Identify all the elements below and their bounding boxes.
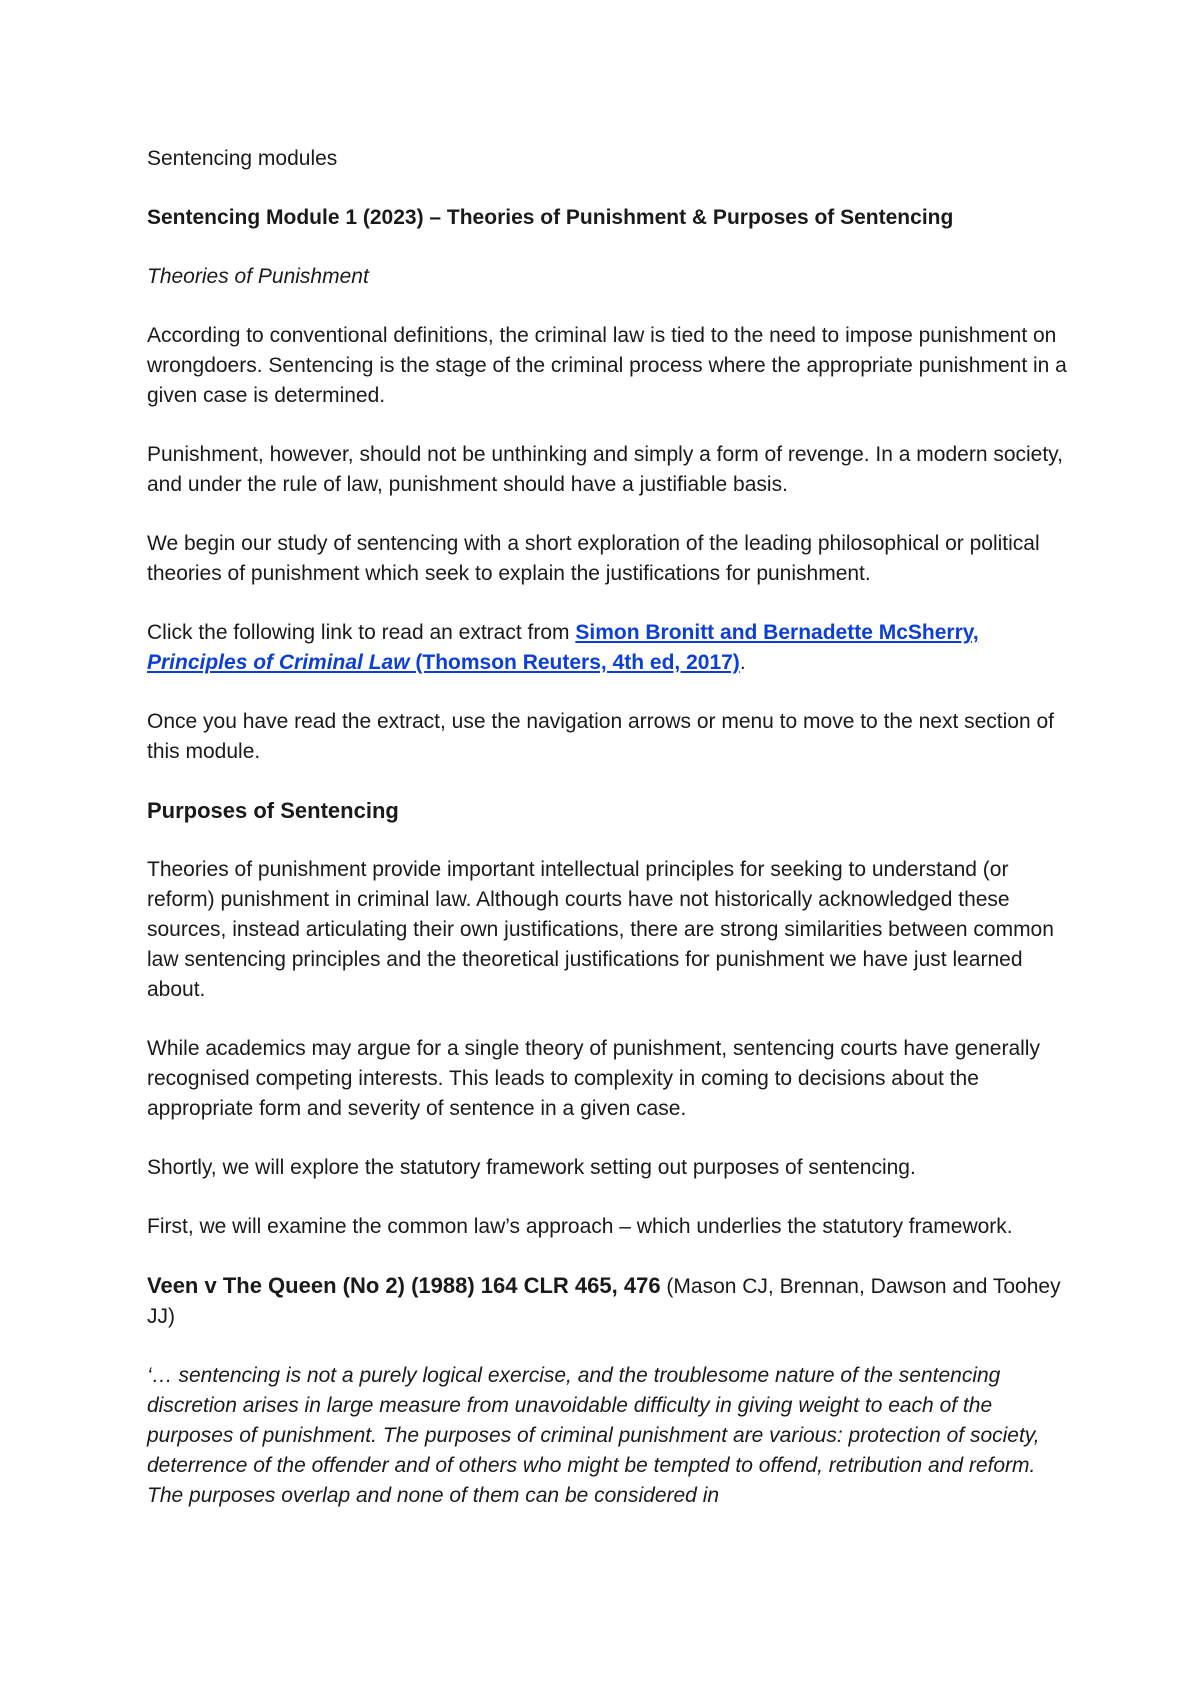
- paragraph-theories: Theories of punishment provide important intellectual principles for seeking to understand (or reform) punishment in criminal law. Although courts have not historically acknowledged these sources, instead articulating their own justifications, there are strong similarities between common law sentencing principles and the theoretical justifications for punishment we have just learned about.: [147, 858, 1054, 1001]
- module-heading: Sentencing Module 1 (2023) – Theories of Punishment & Purposes of Sentencing: [147, 206, 954, 229]
- paragraph-common-law: First, we will examine the common law’s approach – which underlies the statutory framework.: [147, 1215, 1013, 1238]
- case-citation: [147, 1271, 1077, 1332]
- link-publisher: (Thomson Reuters, 4th ed, 2017): [409, 651, 740, 674]
- link-suffix: .: [739, 651, 746, 674]
- paragraph-academics: While academics may argue for a single theory of punishment, sentencing courts have generally recognised competing interests. This leads to complexity in coming to decisions about the appropriate form and severity of sentence in a given case.: [147, 1037, 1040, 1120]
- theories-subheading: Theories of Punishment: [147, 265, 369, 288]
- paragraph-revenge: Punishment, however, should not be unthinking and simply a form of revenge. In a modern society, and under the rule of law, punishment should have a justifiable basis.: [147, 443, 1063, 496]
- case-judges: (Mason CJ, Brennan, Dawson and Toohey JJ): [147, 1275, 1061, 1328]
- paragraph-navigation: Once you have read the extract, use the navigation arrows or menu to move to the next section of this module.: [147, 710, 1055, 763]
- paragraph-study: We begin our study of sentencing with a short exploration of the leading philosophical or political theories of punishment which seek to explain the justifications for punishment.: [147, 532, 1040, 585]
- paragraph-statutory: Shortly, we will explore the statutory framework setting out purposes of sentencing.: [147, 1156, 916, 1179]
- document-page: [147, 144, 1077, 1511]
- purposes-heading: Purposes of Sentencing: [147, 798, 399, 823]
- link-authors: Simon Bronitt and Bernadette McSherry,: [575, 621, 979, 644]
- link-prefix: Click the following link to read an extract from: [147, 621, 576, 644]
- case-title: Veen v The Queen (No 2) (1988) 164 CLR 465, 476: [147, 1273, 661, 1298]
- case-quote: ‘… sentencing is not a purely logical exercise, and the troublesome nature of the sentencing discretion arises in large measure from unavoidable difficulty in giving weight to each of the purposes of punishment. The purposes of criminal punishment are various: protection of society, deterrence of the offender and of others who might be tempted to offend, retribution and reform. The purposes overlap and none of them can be considered in: [147, 1364, 1040, 1507]
- document-title: Sentencing modules: [147, 147, 338, 170]
- link-book-title: Principles of Criminal Law: [147, 651, 410, 674]
- paragraph-definitions: According to conventional definitions, the criminal law is tied to the need to impose punishment on wrongdoers. Sentencing is the stage of the criminal process where the appropriate punishment in a given case is determined.: [147, 324, 1067, 407]
- paragraph-link: [147, 618, 1077, 678]
